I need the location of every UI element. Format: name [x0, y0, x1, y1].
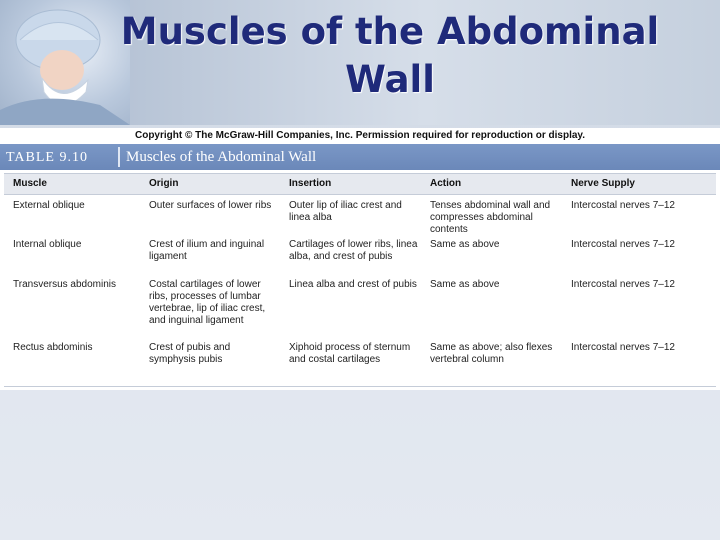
cell-origin: Outer surfaces of lower ribs: [149, 200, 272, 211]
cell-insertion: Linea alba and crest of pubis: [289, 279, 417, 290]
muscle-table: [0, 144, 720, 390]
cell-nerve-supply: Intercostal nerves 7–12: [571, 239, 675, 250]
cell-origin: Costal cartilages of lower ribs, processes of lumbar vertebrae, lip of iliac crest, and inguinal ligament: [149, 279, 266, 326]
cell-action: Same as above: [430, 279, 500, 290]
column-header-action: Action: [430, 178, 462, 189]
cell-action: Tenses abdominal wall and compresses abdominal contents: [430, 200, 551, 235]
cell-muscle: Internal oblique: [13, 239, 82, 250]
cell-nerve-supply: Intercostal nerves 7–12: [571, 200, 675, 211]
column-header-muscle: Muscle: [13, 178, 47, 189]
page-title: Muscles of the Abdominal Wall: [120, 10, 660, 101]
table-header-bar: [0, 144, 720, 170]
copyright-notice: Copyright © The McGraw-Hill Companies, Inc. Permission required for reproduction or display.: [0, 128, 720, 144]
column-header-row: [4, 173, 716, 195]
cell-nerve-supply: Intercostal nerves 7–12: [571, 279, 675, 290]
column-header-origin: Origin: [149, 178, 179, 189]
table-number: TABLE 9.10: [6, 150, 88, 165]
column-header-insertion: Insertion: [289, 178, 332, 189]
cell-muscle: Transversus abdominis: [13, 279, 117, 290]
cell-muscle: External oblique: [13, 200, 85, 211]
cell-origin: Crest of pubis and symphysis pubis: [149, 342, 231, 365]
cell-origin: Crest of ilium and inguinal ligament: [149, 239, 265, 262]
table-bottom-rule: [4, 386, 716, 387]
cell-nerve-supply: Intercostal nerves 7–12: [571, 342, 675, 353]
header-divider: [118, 147, 120, 167]
table-title: Muscles of the Abdominal Wall: [126, 149, 317, 165]
cell-insertion: Cartilages of lower ribs, linea alba, and crest of pubis: [289, 239, 418, 262]
cell-insertion: Xiphoid process of sternum and costal cartilages: [289, 342, 411, 365]
cell-action: Same as above: [430, 239, 500, 250]
column-header-nerve-supply: Nerve Supply: [571, 178, 635, 189]
cell-action: Same as above; also flexes vertebral column: [430, 342, 553, 365]
cell-muscle: Rectus abdominis: [13, 342, 93, 353]
cell-insertion: Outer lip of iliac crest and linea alba: [289, 200, 402, 223]
